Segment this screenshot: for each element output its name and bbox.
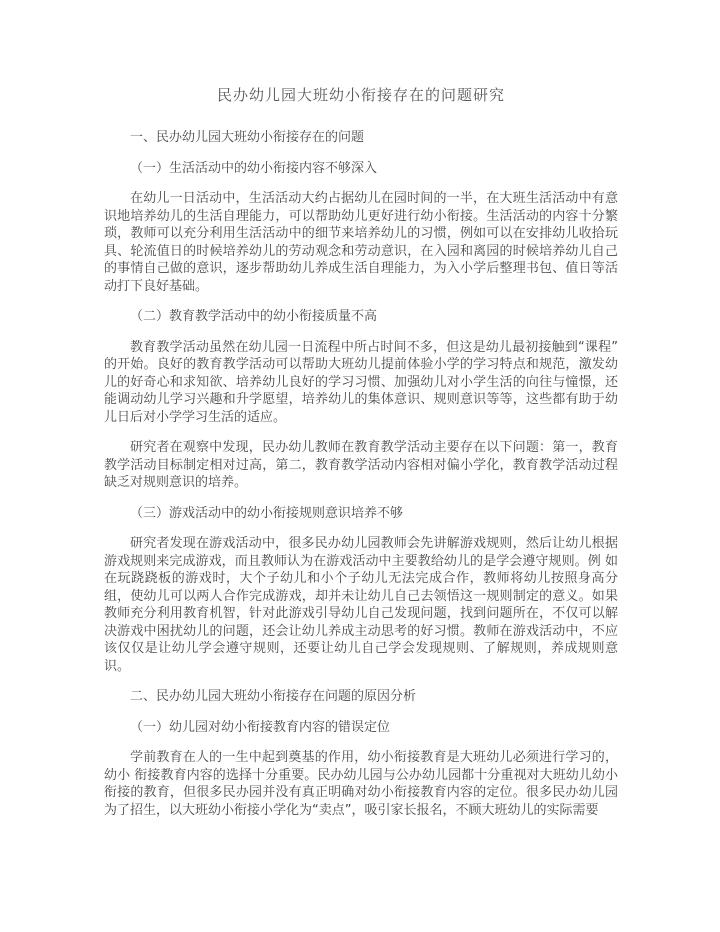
subsection-heading-1-1: （一）生活活动中的幼小衔接内容不够深入 xyxy=(130,160,378,176)
paragraph-game-activities: 研究者发现在游戏活动中，很多民办幼儿园教师会先讲解游戏规则，然后让幼儿根据 游戏规则来完成游戏，而且教师认为在游戏活动中主要教给幼儿的是学会遵守规则。例 如在玩跷跷板的游戏时，大个子幼儿和小个子幼儿无法完成合作，教师将幼儿按照身高分 组，使幼儿可以两人合作完成游戏，却并未让幼儿自己去领悟这一规则制定的意义。如果 教师充分利用教育机智，针对此游戏引导幼儿自己发现问题，找到问题所在，不仅可以解 决游戏中困扰幼儿的问题，还会让幼儿养成主动思考的好习惯。教师在游戏活动中，不应 该仅仅是让幼儿学会遵守规则，还要让幼儿自己学会发现规则、了解规则，养成规则意识。 xyxy=(104,536,618,674)
section-heading-2: 二、民办幼儿园大班幼小衔接存在问题的原因分析 xyxy=(130,689,417,704)
section-heading-1: 一、民办幼儿园大班幼小衔接存在的问题 xyxy=(130,130,365,145)
paragraph-cause-analysis: 学前教育在人的一生中起到奠基的作用，幼小衔接教育是大班幼儿必须进行学习的， 幼小 衔接教育内容的选择十分重要。民办幼儿园与公办幼儿园都十分重视对大班幼儿幼小 衔接的教育，但很多民办园并没有真正明确对幼小衔接教育内容的定位。很多民办幼儿园 为了招生，以大班幼小衔接小学化为“卖点”，吸引家长报名，不顾大班幼儿的实际需要 xyxy=(104,750,618,818)
paragraph-life-activities: 在幼儿一日活动中，生活活动大约占据幼儿在园时间的一半，在大班生活活动中有意 识地培养幼儿的生活自理能力，可以帮助幼儿更好进行幼小衔接。生活活动的内容十分繁 琐，教师可以充分利用生活活动中的细节来培养幼儿的习惯，例如可以在安排幼儿收拾玩 具、轮流值日的时候培养幼儿的劳动观念和劳动意识，在入园和离园的时候培养幼儿自己 的事情自己做的意识，逐步帮助幼儿养成生活自理能力，为入小学后整理书包、值日等活 动打下良好基础。 xyxy=(104,191,618,294)
subsection-heading-1-3: （三）游戏活动中的幼小衔接规则意识培养不够 xyxy=(130,505,404,521)
paragraph-teaching-problems: 研究者在观察中发现，民办幼儿教师在教育教学活动主要存在以下问题：第一，教育 教学活动目标制定相对过高，第二，教育教学活动内容相对偏小学化，教育教学活动过程 缺乏对规则意识的培养。 xyxy=(104,440,618,490)
document-title: 民办幼儿园大班幼小衔接存在的问题研究 xyxy=(216,86,505,104)
subsection-heading-2-1: （一）幼儿园对幼小衔接教育内容的错误定位 xyxy=(130,719,391,735)
paragraph-teaching-activities: 教育教学活动虽然在幼儿园一日流程中所占时间不多，但这是幼儿最初接触到“课程” 的开始。良好的教育教学活动可以帮助大班幼儿提前体验小学的学习特点和规范，激发幼 儿的好奇心和求知欲、培养幼儿良好的学习习惯、加强幼儿对小学生活的向往与憧憬，还 能调动幼儿学习兴趣和升学愿望，培养幼儿的集体意识、规则意识等等，这些都有助于幼 儿日后对小学学习生活的适应。 xyxy=(104,339,618,425)
subsection-heading-1-2: （二）教育教学活动中的幼小衔接质量不高 xyxy=(130,309,378,324)
